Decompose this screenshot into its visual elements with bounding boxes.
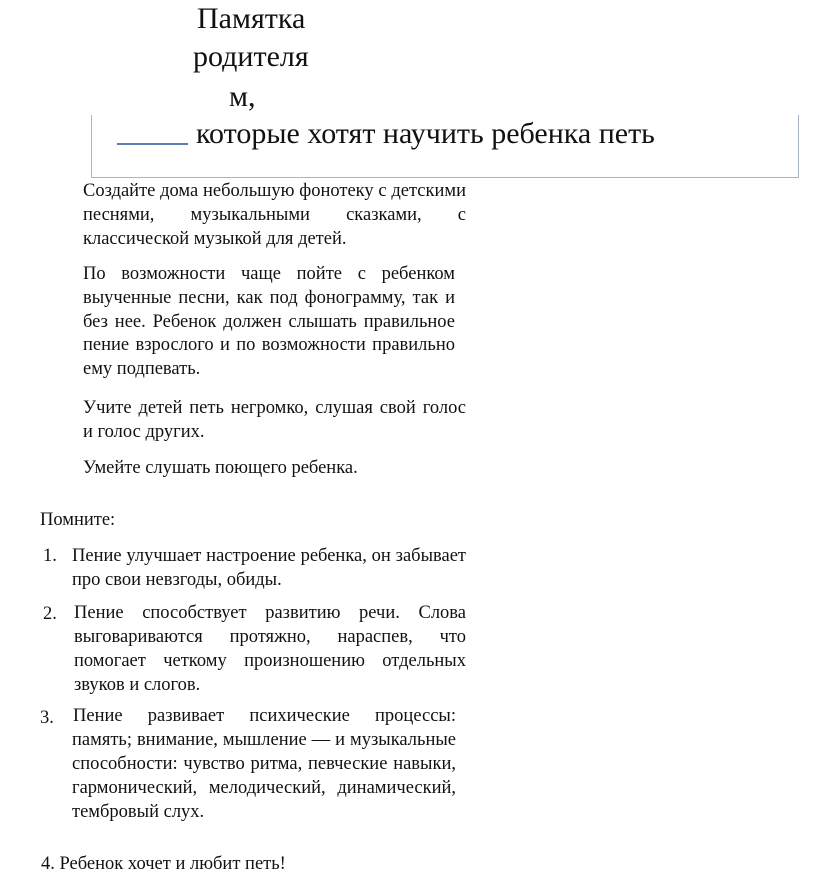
list-item: Пение развивает психические процессы: память; внимание, мышление — и музыкальные способности: чувство ритма, певческие навыки, гармонический, мелодический, динамический, тембровый слух. [72, 706, 456, 822]
list-item-number: 3. [40, 708, 54, 728]
title-line-1: Памятка [197, 2, 306, 35]
title-line-2: родителя [193, 40, 309, 73]
list-item-last: 4. Ребенок хочет и любит петь! [41, 854, 286, 874]
title-line-3: м, [229, 80, 256, 113]
page-subtitle: которые хотят научить ребенка петь [196, 117, 655, 150]
subtitle-dash [117, 143, 188, 145]
list-item-number: 2. [43, 604, 57, 624]
list-item-number: 1. [43, 546, 57, 566]
paragraph-sing-together: По возможности чаще пойте с ребенком выученные песни, как под фонограмму, так и без нее. Ребенок должен слышать правильное пение взрослого и по возможности правильно ему подпевать. [83, 264, 455, 380]
paragraph-listen: Умейте слушать поющего ребенка. [83, 458, 358, 478]
list-item: Пение способствует развитию речи. Слова выговариваются протяжно, нараспев, что помогает четкому произношению отдельных звуков и слогов. [74, 603, 466, 695]
list-item: Пение улучшает настроение ребенка, он забывает про свои невзгоды, обиды. [72, 546, 466, 590]
remember-heading: Помните: [40, 510, 116, 530]
paragraph-sing-quietly: Учите детей петь негромко, слушая свой голос и голос других. [83, 398, 466, 442]
paragraph-phonotheque: Создайте дома небольшую фонотеку с детскими песнями, музыкальными сказками, с классической музыкой для детей. [83, 181, 466, 249]
